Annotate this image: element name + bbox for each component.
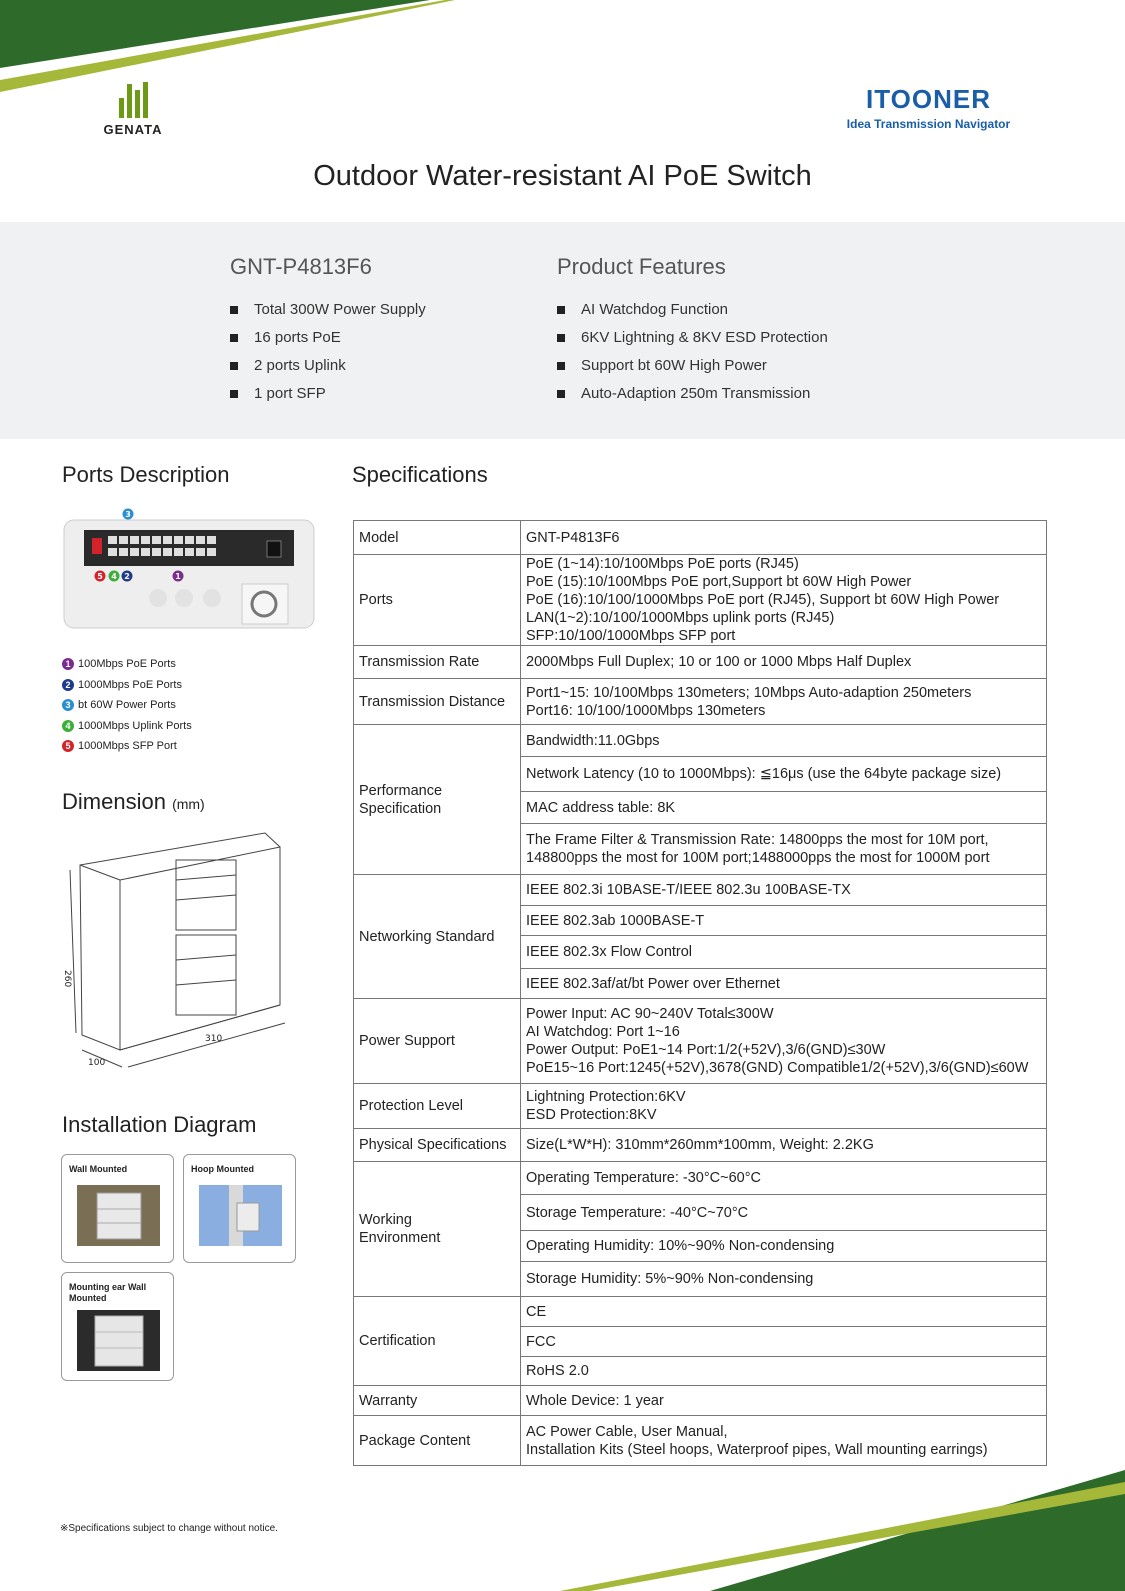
spec-key: Transmission Distance [354, 679, 521, 725]
spec-key: Physical Specifications [354, 1129, 521, 1162]
spec-key: Transmission Rate [354, 646, 521, 679]
page-title: Outdoor Water-resistant AI PoE Switch [313, 160, 812, 192]
square-bullet-icon [230, 306, 238, 314]
spec-value: PoE (1~14):10/100Mbps PoE ports (RJ45) PoE (15):10/100Mbps PoE port,Support bt 60W High Power PoE (16):10/100/1000Mbps PoE port (RJ45), Support bt 60W High Power LAN(1~2):10/100/1000Mbps uplink ports (RJ45) SFP:10/100/1000Mbps SFP port [521, 555, 1047, 646]
top-left-stripe-decoration [0, 0, 460, 100]
square-bullet-icon [230, 334, 238, 342]
dimension-depth-label: 100 [88, 1058, 106, 1068]
spec-value: Operating Humidity: 10%~90% Non-condensing [521, 1231, 1047, 1262]
list-item: 2 ports Uplink [230, 356, 426, 384]
switch-ports-illustration [62, 508, 317, 630]
spec-value: Port1~15: 10/100Mbps 130meters; 10Mbps Auto-adaption 250meters Port16: 10/100/1000Mbps 130meters [521, 679, 1047, 725]
model-points-list [230, 300, 426, 412]
itooner-logo-text: ITOONER [866, 84, 991, 114]
ports-heading: Ports Description [62, 462, 230, 487]
square-bullet-icon [557, 390, 565, 398]
spec-value: RoHS 2.0 [521, 1357, 1047, 1386]
itooner-tagline: Idea Transmission Navigator [846, 117, 1011, 131]
legend-item: 1 100Mbps PoE Ports [62, 654, 192, 675]
table-row [354, 1129, 1047, 1162]
table-row [354, 875, 1047, 906]
list-item: 6KV Lightning & 8KV ESD Protection [557, 328, 828, 356]
genata-logo-mark-icon [98, 82, 168, 118]
dimension-drawing [60, 825, 290, 1075]
spec-key: Certification [354, 1297, 521, 1386]
spec-value: Operating Temperature: -30°C~60°C [521, 1162, 1047, 1195]
install-card-ear [61, 1272, 174, 1381]
spec-value: IEEE 802.3i 10BASE-T/IEEE 802.3u 100BASE-TX [521, 875, 1047, 906]
legend-item: 2 1000Mbps PoE Ports [62, 675, 192, 696]
ear-mounted-photo [77, 1310, 160, 1371]
spec-key: Package Content [354, 1416, 521, 1466]
svg-text:5: 5 [97, 572, 103, 581]
itooner-logo [836, 84, 1021, 131]
dimension-heading: Dimension (mm) [62, 789, 205, 814]
svg-text:4: 4 [111, 572, 117, 581]
svg-text:1: 1 [175, 572, 181, 581]
spec-key: Warranty [354, 1386, 521, 1416]
install-card-label: Mounting ear Wall Mounted [69, 1282, 147, 1303]
square-bullet-icon [557, 306, 565, 314]
spec-value: The Frame Filter & Transmission Rate: 14800pps the most for 10M port, 148800pps the most for 100M port;1488000pps the most for 1000M port [521, 824, 1047, 875]
model-heading: GNT-P4813F6 [230, 254, 372, 279]
spec-key: Protection Level [354, 1084, 521, 1129]
spec-value: IEEE 802.3af/at/bt Power over Ethernet [521, 969, 1047, 999]
dimension-unit: (mm) [172, 796, 205, 812]
list-item: AI Watchdog Function [557, 300, 828, 328]
spec-key: Ports [354, 555, 521, 646]
specifications-heading: Specifications [352, 462, 488, 487]
table-row [354, 555, 1047, 646]
table-row [354, 999, 1047, 1084]
install-card-label: Hoop Mounted [191, 1164, 254, 1174]
table-row [354, 646, 1047, 679]
table-row [354, 725, 1047, 757]
spec-value: MAC address table: 8K [521, 792, 1047, 824]
square-bullet-icon [230, 390, 238, 398]
spec-value: Storage Temperature: -40°C~70°C [521, 1195, 1047, 1231]
spec-key: Performance Specification [354, 725, 521, 875]
specifications-table [353, 520, 1047, 1466]
install-card-label: Wall Mounted [69, 1164, 128, 1174]
spec-value: FCC [521, 1327, 1047, 1357]
spec-key: Networking Standard [354, 875, 521, 999]
spec-value: Storage Humidity: 5%~90% Non-condensing [521, 1262, 1047, 1297]
list-item: Support bt 60W High Power [557, 356, 828, 384]
table-row [354, 1162, 1047, 1195]
table-row [354, 521, 1047, 555]
spec-value: GNT-P4813F6 [521, 521, 1047, 555]
genata-logo [98, 82, 168, 137]
dimension-height-label: 260 [62, 970, 72, 988]
table-row [354, 1297, 1047, 1327]
spec-value: Whole Device: 1 year [521, 1386, 1047, 1416]
features-heading: Product Features [557, 254, 726, 279]
list-item: Auto-Adaption 250m Transmission [557, 384, 828, 412]
legend-item: 3 bt 60W Power Ports [62, 695, 192, 716]
bottom-right-stripe-decoration [560, 1470, 1125, 1591]
spec-value: CE [521, 1297, 1047, 1327]
install-card-wall [61, 1154, 174, 1263]
spec-key: Power Support [354, 999, 521, 1084]
spec-value: Size(L*W*H): 310mm*260mm*100mm, Weight: 2.2KG [521, 1129, 1047, 1162]
spec-value: Network Latency (10 to 1000Mbps): ≦16μs (use the 64byte package size) [521, 757, 1047, 792]
list-item: 1 port SFP [230, 384, 426, 412]
ports-legend [62, 654, 192, 757]
list-item: 16 ports PoE [230, 328, 426, 356]
svg-text:3: 3 [125, 510, 131, 519]
table-row [354, 1416, 1047, 1466]
table-row [354, 1386, 1047, 1416]
spec-key: Working Environment [354, 1162, 521, 1297]
genata-logo-text: GENATA [103, 122, 163, 137]
legend-item: 4 1000Mbps Uplink Ports [62, 716, 192, 737]
square-bullet-icon [557, 362, 565, 370]
spec-value: 2000Mbps Full Duplex; 10 or 100 or 1000 Mbps Half Duplex [521, 646, 1047, 679]
spec-value: Power Input: AC 90~240V Total≤300W AI Watchdog: Port 1~16 Power Output: PoE1~14 Port:1/2(+52V),3/6(GND)≤30W PoE15~16 Port:1245(+52V),3678(GND) Compatible1/2(+52V),3/6(GND)≤60W [521, 999, 1047, 1084]
spec-value: Lightning Protection:6KV ESD Protection:8KV [521, 1084, 1047, 1129]
spec-value: IEEE 802.3x Flow Control [521, 936, 1047, 969]
square-bullet-icon [230, 362, 238, 370]
hoop-mounted-photo [199, 1185, 282, 1246]
square-bullet-icon [557, 334, 565, 342]
list-item: Total 300W Power Supply [230, 300, 426, 328]
summary-band [0, 222, 1125, 439]
dimension-width-label: 310 [205, 1034, 223, 1044]
install-card-hoop [183, 1154, 296, 1263]
spec-value: AC Power Cable, User Manual, Installation Kits (Steel hoops, Waterproof pipes, Wall mounting earrings) [521, 1416, 1047, 1466]
features-list [557, 300, 828, 412]
table-row [354, 679, 1047, 725]
spec-value: Bandwidth:11.0Gbps [521, 725, 1047, 757]
spec-key: Model [354, 521, 521, 555]
spec-value: IEEE 802.3ab 1000BASE-T [521, 906, 1047, 936]
table-row [354, 1084, 1047, 1129]
svg-text:2: 2 [124, 572, 130, 581]
footnote: ※Specifications subject to change without notice. [60, 1523, 278, 1534]
legend-item: 5 1000Mbps SFP Port [62, 736, 192, 757]
installation-heading: Installation Diagram [62, 1112, 257, 1137]
wall-mounted-photo [77, 1185, 160, 1246]
